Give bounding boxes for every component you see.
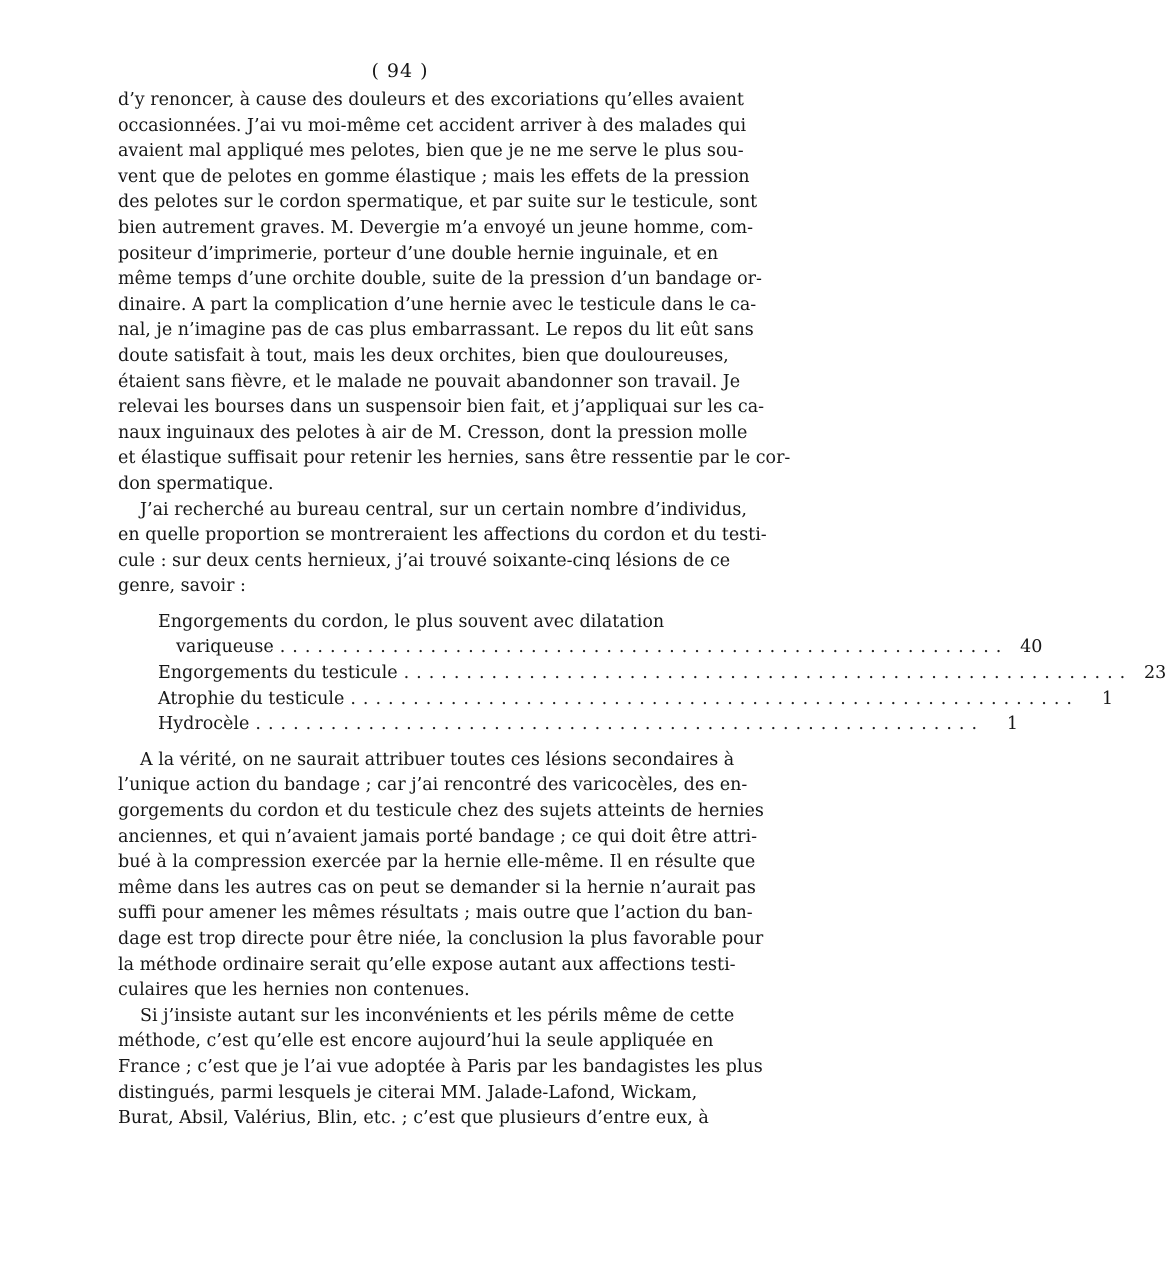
- text-line: distingués, parmi lesquels je citerai MM. Jalade-Lafond, Wickam,: [118, 1082, 698, 1103]
- text-line: cule : sur deux cents hernieux, j’ai trouvé soixante-cinq lésions de ce: [118, 550, 731, 571]
- text-line: méthode, c’est qu’elle est encore aujourd’hui la seule appliquée en: [118, 1031, 714, 1052]
- list-item-label: Atrophie du testicule: [158, 688, 345, 709]
- list-item: [118, 661, 1166, 687]
- list-item-label: Engorgements du testicule: [158, 663, 398, 684]
- text-line: France ; c’est que je l’ai vue adoptée à Paris par les bandagistes les plus: [118, 1056, 763, 1077]
- text-line: don spermatique.: [118, 473, 274, 494]
- text-line: suffi pour amener les mêmes résultats ; mais outre que l’action du ban-: [118, 903, 753, 924]
- list-item-value: 23: [1143, 663, 1166, 684]
- list-item-value: 1: [1101, 688, 1113, 709]
- text-line: J’ai recherché au bureau central, sur un certain nombre d’individus,: [140, 499, 747, 520]
- text-line: positeur d’imprimerie, porteur d’une double hernie inguinale, et en: [118, 243, 719, 264]
- text-line: naux inguinaux des pelotes à air de M. Cresson, dont la pression molle: [118, 422, 748, 443]
- text-line: bué à la compression exercée par la hernie elle-même. Il en résulte que: [118, 852, 756, 873]
- list-item-label: Engorgements du cordon, le plus souvent avec dilatation: [158, 611, 665, 632]
- text-line: étaient sans fièvre, et le malade ne pouvait abandonner son travail. Je: [118, 371, 741, 392]
- list-item-value: 40: [1020, 637, 1043, 658]
- text-line: occasionnées. J’ai vu moi-même cet accident arriver à des malades qui: [118, 115, 747, 136]
- text-line: Burat, Absil, Valérius, Blin, etc. ; c’est que plusieurs d’entre eux, à: [118, 1108, 709, 1129]
- text-line: des pelotes sur le cordon spermatique, et par suite sur le testicule, sont: [118, 192, 758, 213]
- dot-leader: ..........................................................: [350, 688, 1079, 709]
- text-line: gorgements du cordon et du testicule chez des sujets atteints de hernies: [118, 801, 764, 822]
- dot-leader: ..........................................................: [255, 714, 985, 735]
- list-item: [118, 712, 1019, 738]
- text-line: dinaire. A part la complication d’une hernie avec le testicule dans le ca-: [118, 294, 757, 315]
- list-item: [118, 635, 1043, 661]
- text-line: genre, savoir :: [118, 576, 246, 597]
- list-item-label: variqueuse: [176, 637, 274, 658]
- list-item: [118, 687, 1113, 713]
- text-line: relevai les bourses dans un suspensoir bien fait, et j’appliquai sur les ca-: [118, 397, 765, 418]
- list-item-value: 1: [1006, 714, 1019, 735]
- text-line: d’y renoncer, à cause des douleurs et des excoriations qu’elles avaient: [118, 90, 744, 110]
- text-line: la méthode ordinaire serait qu’elle expose autant aux affections testi-: [118, 954, 736, 975]
- page-number: ( 94 ): [371, 60, 429, 82]
- text-line: et élastique suffisait pour retenir les hernies, sans être ressentie par le cor-: [118, 448, 791, 469]
- text-line: avaient mal appliqué mes pelotes, bien que je ne me serve le plus sou-: [118, 141, 744, 162]
- body-text: [118, 88, 1166, 1132]
- list-item-label: Hydrocèle: [158, 714, 250, 735]
- dot-leader: ..........................................................: [403, 663, 1133, 684]
- text-line: même dans les autres cas on peut se demander si la hernie n’aurait pas: [118, 877, 756, 898]
- text-line: culaires que les hernies non contenues.: [118, 980, 470, 1001]
- text-line: dage est trop directe pour être niée, la conclusion la plus favorable pour: [118, 929, 764, 949]
- text-line: doute satisfait à tout, mais les deux orchites, bien que douloureuses,: [118, 345, 729, 366]
- text-line: vent que de pelotes en gomme élastique ; mais les effets de la pression: [118, 166, 750, 187]
- text-line: même temps d’une orchite double, suite de la pression d’un bandage or-: [118, 269, 762, 290]
- text-line: nal, je n’imagine pas de cas plus embarrassant. Le repos du lit eût sans: [118, 320, 754, 341]
- dot-leader: ..........................................................: [279, 637, 1009, 658]
- text-line: A la vérité, on ne saurait attribuer toutes ces lésions secondaires à: [140, 749, 735, 770]
- text-line: bien autrement graves. M. Devergie m’a envoyé un jeune homme, com-: [118, 217, 754, 238]
- text-line: en quelle proportion se montreraient les affections du cordon et du testi-: [118, 525, 767, 546]
- text-line: l’unique action du bandage ; car j’ai rencontré des varicocèles, des en-: [118, 775, 748, 796]
- text-line: Si j’insiste autant sur les inconvénients et les périls même de cette: [140, 1005, 735, 1026]
- text-line: anciennes, et qui n’avaient jamais porté bandage ; ce qui doit être attri-: [118, 826, 757, 847]
